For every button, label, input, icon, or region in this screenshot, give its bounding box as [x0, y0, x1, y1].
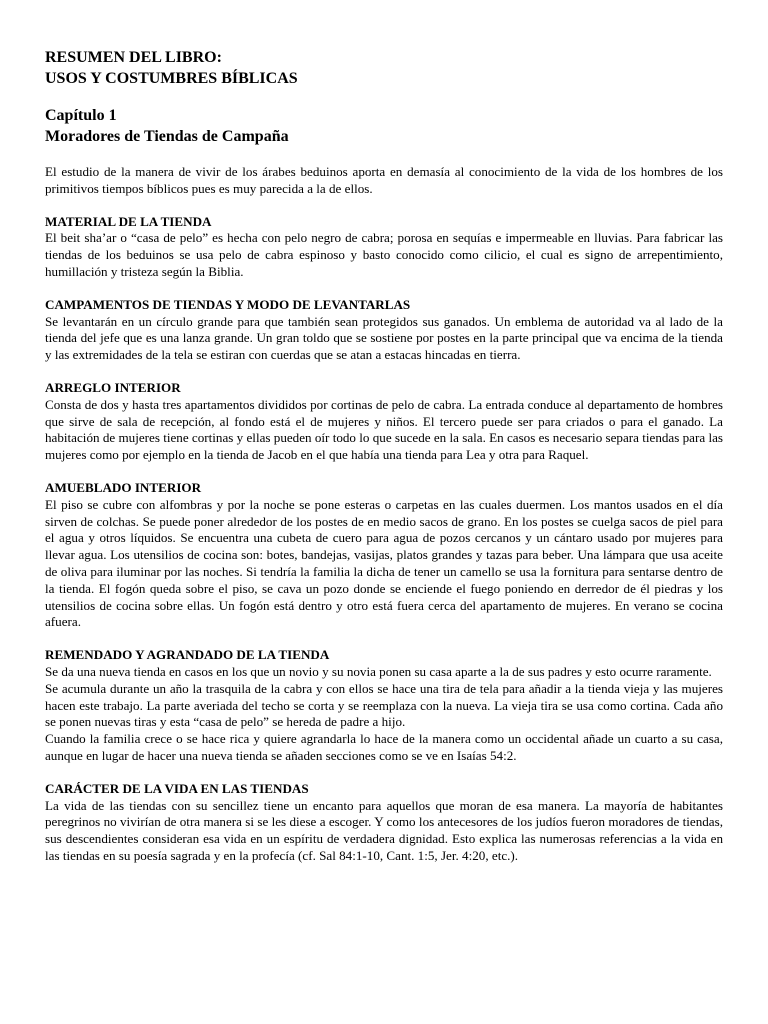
chapter-label: Capítulo 1	[45, 107, 117, 124]
section-paragraph: La vida de las tiendas con su sencillez tiene un encanto para aquellos que moran de esa manera. La mayoría de habitantes peregrinos no vivirían de otra manera si se les diese a escoger. Y como los antecesores de los judíos fueron moradores de tiendas, sus descendientes consideran esa vida en un espíritu de verdadera dignidad. Esto explica las numerosas referencias a la vida en las tiendas en su poesía sagrada y en la profecía (cf. Sal 84:1-10, Cant. 1:5, Jer. 4:20, etc.).	[45, 797, 723, 863]
section-arreglo	[45, 380, 723, 464]
section-remendado	[45, 647, 723, 765]
section-amueblado	[45, 480, 723, 631]
intro-paragraph: El estudio de la manera de vivir de los árabes beduinos aporta en demasía al conocimiento de la vida de los hombres de los primitivos tiempos bíblicos pues es muy parecida a la de ellos.	[45, 164, 723, 196]
document-page	[45, 47, 723, 865]
section-paragraph: Se levantarán en un círculo grande para que también sean protegidos sus ganados. Un emblema de autoridad va al lado de la tienda del jefe que es una lanza grande. Un gran toldo que se sostiene por postes en la parte principal que va encima de la tienda y las extremidades de la tela se estiran con cuerdas que se atan a estacas hincadas en tierra.	[45, 313, 723, 363]
section-heading: AMUEBLADO INTERIOR	[45, 479, 202, 495]
section-paragraph: El beit sha’ar o “casa de pelo” es hecha con pelo negro de cabra; porosa en sequías e impermeable en lluvias. Para fabricar las tiendas de los beduinos se usa pelo de cabra espinoso y basto conocido como cilicio, el cual es signo de arrepentimiento, humillación y tristeza según la Biblia.	[45, 230, 723, 279]
document-title	[45, 47, 723, 89]
section-material	[45, 214, 723, 281]
section-heading: MATERIAL DE LA TIENDA	[45, 213, 212, 229]
section-paragraph: El piso se cubre con alfombras y por la noche se pone esteras o carpetas en las cuales duermen. Los mantos usados en el día sirven de colchas. Se puede poner alrededor de los postes de en medio sacos de grano. En los postes se cuelga sacos de piel para el agua y otros líquidos. Se encuentra una cubeta de cuero para agua de pozos cercanos y un cántaro usado por mujeres para llevar agua. Los utensilios de cocina son: botes, bandejas, vasijas, platos grandes y tazas para beber. Una lámpara que usa aceite de oliva para iluminar por las noches. Si tendría la familia la dicha de tener un camello se usa la fornitura para sentarse dentro de la tienda. El fogón queda sobre el piso, se cava un pozo donde se enciende el fuego poniendo en derredor de él piedras y los utensilios de cocina sobre ellas. Un fogón está dentro y otro está fuera cerca del apartamento de mujeres. En verano se cocina afuera.	[45, 496, 723, 630]
section-caracter	[45, 781, 723, 865]
title-line-1: RESUMEN DEL LIBRO:	[45, 49, 222, 66]
section-heading: ARREGLO INTERIOR	[45, 379, 181, 395]
section-paragraph: Cuando la familia crece o se hace rica y quiere agrandarla lo hace de la manera como un occidental añade un cuarto a su casa, aunque en lugar de hacer una nueva tienda se añaden secciones como se ve en Isaías 54:2.	[45, 731, 723, 763]
section-campamentos	[45, 297, 723, 364]
section-paragraph: Consta de dos y hasta tres apartamentos divididos por cortinas de pelo de cabra. La entrada conduce al departamento de hombres que sirve de sala de recepción, al fondo está el de mujeres y niños. El tercero puede ser para criados o para el ganado. La habitación de mujeres tiene cortinas y ellas pueden oír todo lo que sucede en la sala. En casos es necesario separa tiendas para las mujeres como por ejemplo en la tienda de Jacob en el que había una tienda para Lea y otra para Raquel.	[45, 396, 723, 463]
section-heading: CARÁCTER DE LA VIDA EN LAS TIENDAS	[45, 780, 309, 796]
section-heading: REMENDADO Y AGRANDADO DE LA TIENDA	[45, 647, 330, 663]
chapter-title: Moradores de Tiendas de Campaña	[45, 128, 289, 145]
title-line-2: USOS Y COSTUMBRES BÍBLICAS	[45, 70, 298, 87]
section-paragraph: Se acumula durante un año la trasquila de la cabra y con ellos se hace una tira de tela para añadir a la tienda vieja y las mujeres hacen este trabajo. La parte averiada del techo se corta y se reemplaza con la nueva. La vieja tira se usa como cortina. Cada año se ponen nuevas tiras y esta “casa de pelo” se hereda de padre a hijo.	[45, 680, 723, 730]
chapter-heading	[45, 105, 723, 147]
section-heading: CAMPAMENTOS DE TIENDAS Y MODO DE LEVANTARLAS	[45, 296, 411, 312]
section-paragraph: Se da una nueva tienda en casos en los que un novio y su novia ponen su casa aparte a la de sus padres y esto ocurre raramente.	[45, 663, 712, 679]
